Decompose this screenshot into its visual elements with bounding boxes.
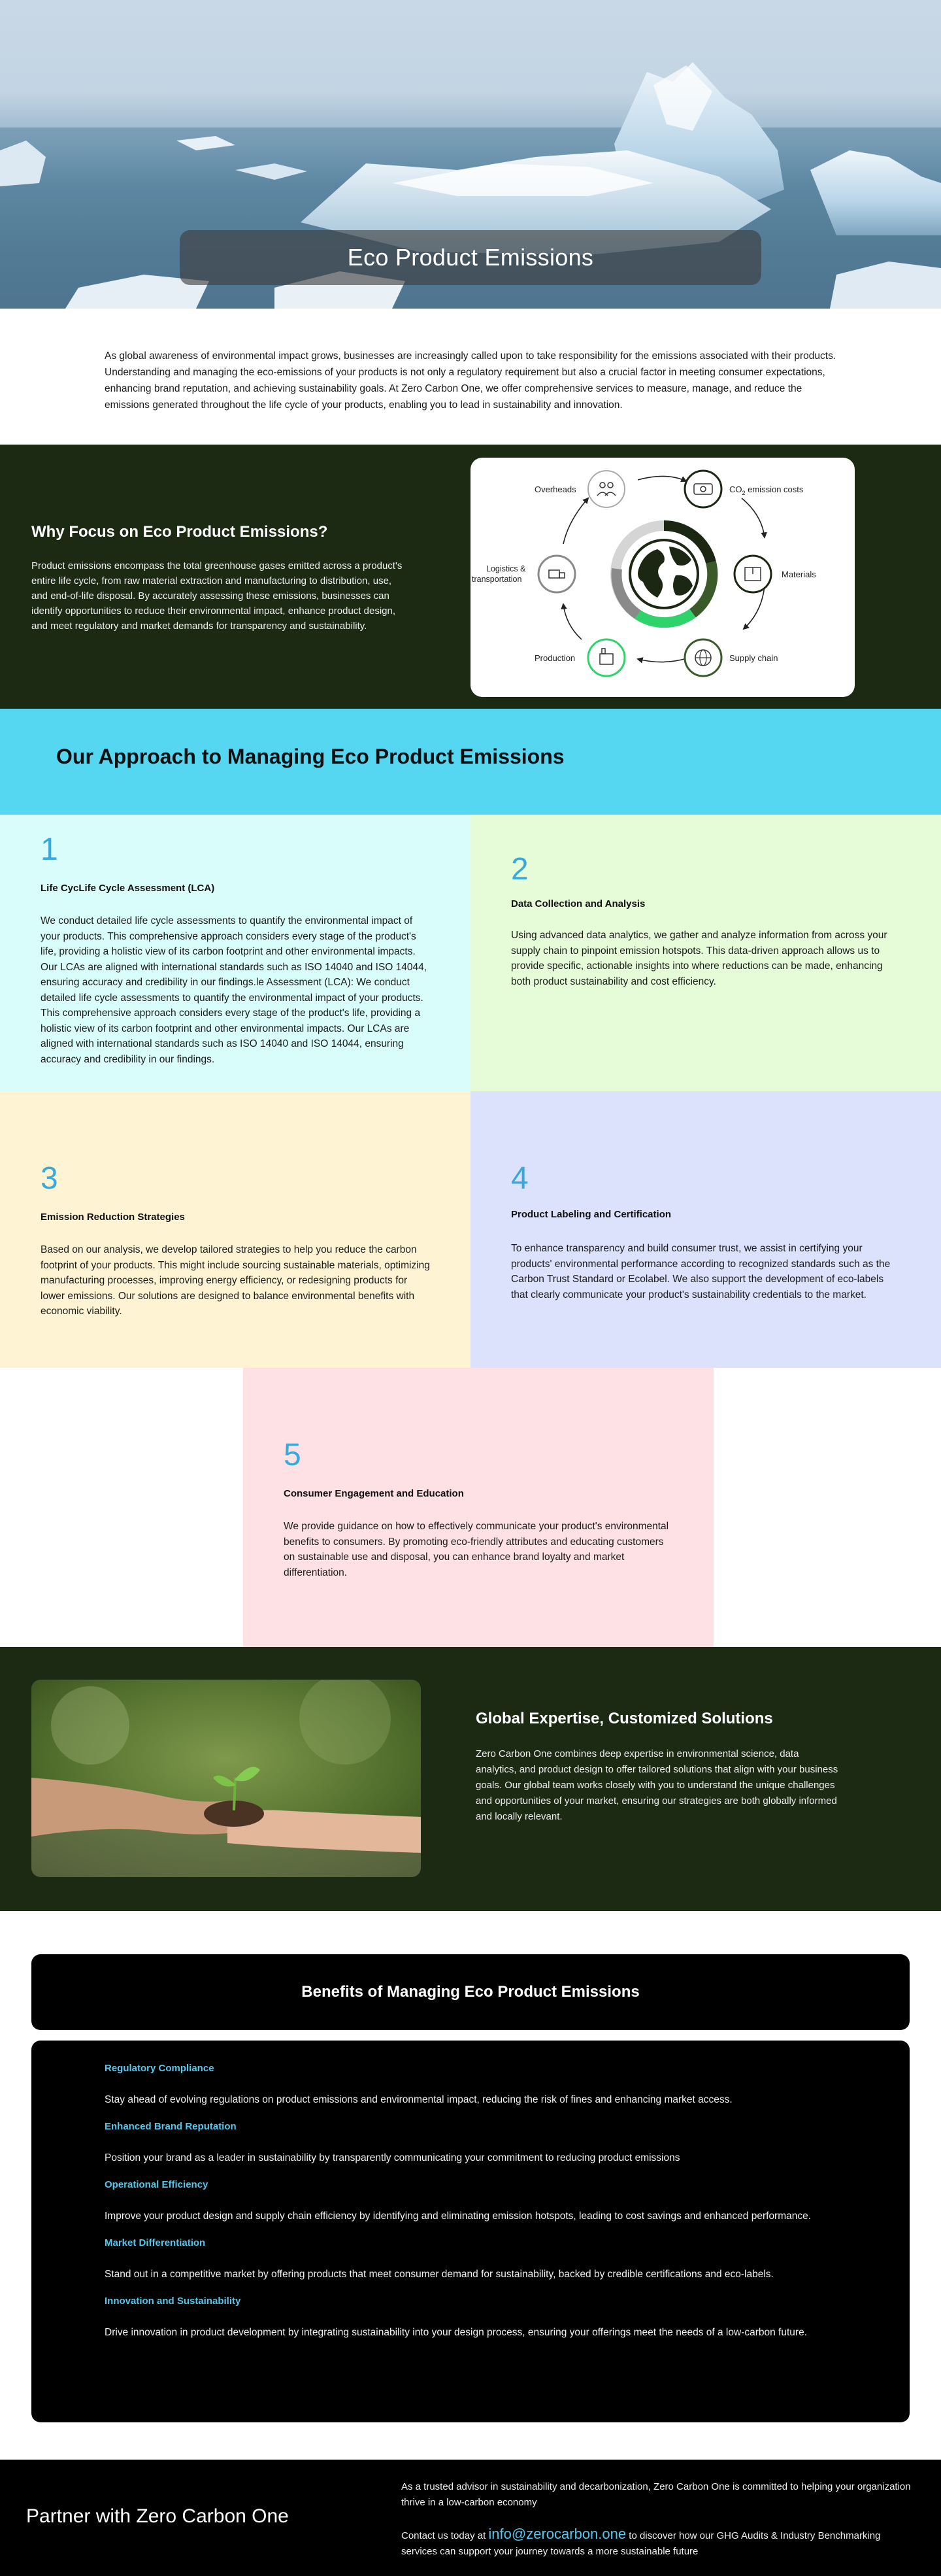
benefits-section	[0, 1911, 941, 2460]
card-number: 2	[511, 852, 529, 887]
benefit-item	[105, 2237, 838, 2282]
global-text: Zero Carbon One combines deep expertise in environmental science, data analytics, and product design to offer tailored solutions that align with your business goals. Our global team works closely with you to understand the unique challenges and opportunities of your market, ensuring our strategies are both globally informed and locally relevant.	[476, 1748, 838, 1822]
benefit-text: Stay ahead of evolving regulations on product emissions and environmental impact, reducing the risk of fines and enhancing market access.	[105, 2094, 733, 2105]
logistics-label-1: Logistics &	[486, 564, 526, 573]
emissions-cycle-diagram	[470, 458, 855, 697]
benefit-title: Market Differentiation	[105, 2237, 206, 2248]
page-title: Eco Product Emissions	[347, 244, 594, 271]
card-title: Emission Reduction Strategies	[41, 1212, 185, 1223]
overheads-icon	[588, 471, 625, 507]
benefit-text: Position your brand as a leader in sustainability by transparently communicating your commitment to reducing product emissions	[105, 2152, 680, 2163]
card-title: Consumer Engagement and Education	[284, 1488, 464, 1499]
card-title: Life CycLife Cycle Assessment (LCA)	[41, 883, 215, 894]
benefits-title: Benefits of Managing Eco Product Emissions	[301, 1983, 640, 2001]
co2-label: $CO_2$ emission costs	[729, 484, 804, 496]
benefit-title: Regulatory Compliance	[105, 2063, 214, 2074]
footer-text: As a trusted advisor in sustainability and decarbonization, Zero Carbon One is committed to helping your organization thrive in a low-carbon economy	[401, 2481, 911, 2508]
approach-card-2	[470, 815, 941, 1091]
approach-cards	[0, 815, 941, 1647]
card-title: Data Collection and Analysis	[511, 898, 646, 909]
footer-cta	[0, 2460, 941, 2576]
overheads-label: Overheads	[535, 484, 576, 494]
card-number: 5	[284, 1438, 301, 1472]
card-title: Product Labeling and Certification	[511, 1209, 672, 1220]
approach-card-3	[0, 1091, 470, 1368]
card-text: We provide guidance on how to effectively communicate your product's environmental benefits to consumers. By promoting eco-friendly attributes and educating customers on sustainable use and disposal, you can enhance brand loyalty and market differentiation.	[284, 1521, 669, 1578]
supply-chain-label: Supply chain	[729, 653, 778, 663]
why-text: Product emissions encompass the total greenhouse gases emitted across a product's entire life cycle, from raw material extraction and manufacturing to distribution, use, and end-of-life disposal. By accurately assessing these emissions, businesses can identify opportunities to reduce their environmental impact, enhance product design, and meet regulatory and market demands for transparency and sustainability.	[31, 560, 403, 632]
globe-ring-icon	[616, 526, 712, 622]
footer-title: Partner with Zero Carbon One	[26, 2505, 289, 2527]
benefit-title: Innovation and Sustainability	[105, 2296, 241, 2307]
card-text: Based on our analysis, we develop tailored strategies to help you reduce the carbon footprint of your products. This might include sourcing sustainable materials, optimizing manufacturing processes, improving energy efficiency, or redesigning products for lower emissions. Our solutions are designed to balance environmental benefits with economic viability.	[41, 1244, 430, 1317]
approach-card-4	[470, 1091, 941, 1368]
approach-title: Our Approach to Managing Eco Product Emissions	[56, 745, 565, 768]
card-text: We conduct detailed life cycle assessments to quantify the environmental impact of your products. This comprehensive approach considers every stage of the product's life, providing a holistic view of its carbon footprint and other environmental impacts. Our LCAs are aligned with international standards such as ISO 14040 and ISO 14044, ensuring accuracy and credibility in our findings.le Assessment (LCA): We conduct detailed life cycle assessments to quantify the environmental impact of your products. This comprehensive approach considers every stage of the product's life, providing a holistic view of its carbon footprint and other environmental impacts. Our LCAs are aligned with international standards such as ISO 14040 and ISO 14044, ensuring accuracy and credibility in our findings.	[41, 915, 427, 1065]
contact-prefix: Contact us today at	[401, 2530, 489, 2541]
benefit-text: Drive innovation in product development by integrating sustainability into your design process, ensuring your offerings meet the needs of a low-carbon future.	[105, 2327, 807, 2338]
global-title: Global Expertise, Customized Solutions	[476, 1710, 773, 1727]
benefit-item	[105, 2296, 838, 2341]
global-text-block	[476, 1710, 842, 1825]
benefit-item	[105, 2179, 838, 2224]
benefits-header	[31, 1954, 910, 2030]
global-expertise-section	[0, 1647, 941, 1911]
approach-card-1	[0, 815, 470, 1091]
production-icon	[588, 639, 625, 676]
contact-email-link[interactable]: info@zerocarbon.one	[488, 2526, 627, 2542]
intro-text: As global awareness of environmental impact grows, businesses are increasingly called upon to take responsibility for the emissions associated with their products. Understanding and managing the eco-emissions of your products is not only a regulatory requirement but also a crucial factor in meeting consumer expectations, enhancing brand reputation, and achieving sustainability goals. At Zero Carbon One, we offer comprehensive services to measure, manage, and reduce the emissions generated throughout the life cycle of your products, enabling you to lead in sustainability and innovation.	[105, 350, 836, 411]
contact-suffix: to discover how our GHG Audits & Industry Benchmarking services can support your journey towards a more sustainable future	[401, 2530, 881, 2557]
logistics-icon	[538, 556, 575, 592]
materials-label: Materials	[782, 569, 816, 579]
card-number: 4	[511, 1161, 529, 1196]
hero-banner	[0, 0, 941, 309]
co2-icon	[685, 471, 721, 507]
hands-seedling-image	[31, 1680, 421, 1877]
intro-section	[0, 309, 941, 445]
footer-contact-text	[401, 2526, 911, 2560]
benefit-item	[105, 2121, 838, 2166]
benefit-title: Enhanced Brand Reputation	[105, 2121, 237, 2132]
card-text: To enhance transparency and build consumer trust, we assist in certifying your products' environmental performance according to recognized standards such as the Carbon Trust Standard or Ecolabel. We also support the development of eco-labels that clearly communicate your product's sustainability credentials to the market.	[511, 1243, 891, 1300]
benefit-text: Stand out in a competitive market by offering products that meet consumer demand for sustainability, backed by credible certifications and eco-labels.	[105, 2269, 774, 2280]
benefit-item	[105, 2063, 838, 2108]
approach-header	[0, 709, 941, 815]
card-number: 3	[41, 1161, 58, 1196]
why-section	[0, 445, 941, 709]
card-number: 1	[41, 832, 58, 867]
approach-card-5	[243, 1368, 714, 1647]
benefit-text: Improve your product design and supply chain efficiency by identifying and eliminating emission hotspots, leading to cost savings and enhanced performance.	[105, 2211, 812, 2222]
logistics-label-2: transportation	[472, 575, 522, 584]
hero-title-box	[180, 230, 761, 285]
why-text-block	[31, 523, 404, 634]
benefits-list	[31, 2041, 910, 2422]
benefit-title: Operational Efficiency	[105, 2179, 208, 2190]
production-label: Production	[535, 653, 576, 663]
card-text: Using advanced data analytics, we gather and analyze information from across your supply chain to pinpoint emission hotspots. This data-driven approach allows us to provide specific, actionable insights into where reductions can be made, enhancing both product sustainability and cost efficiency.	[511, 930, 887, 987]
why-title: Why Focus on Eco Product Emissions?	[31, 523, 328, 541]
